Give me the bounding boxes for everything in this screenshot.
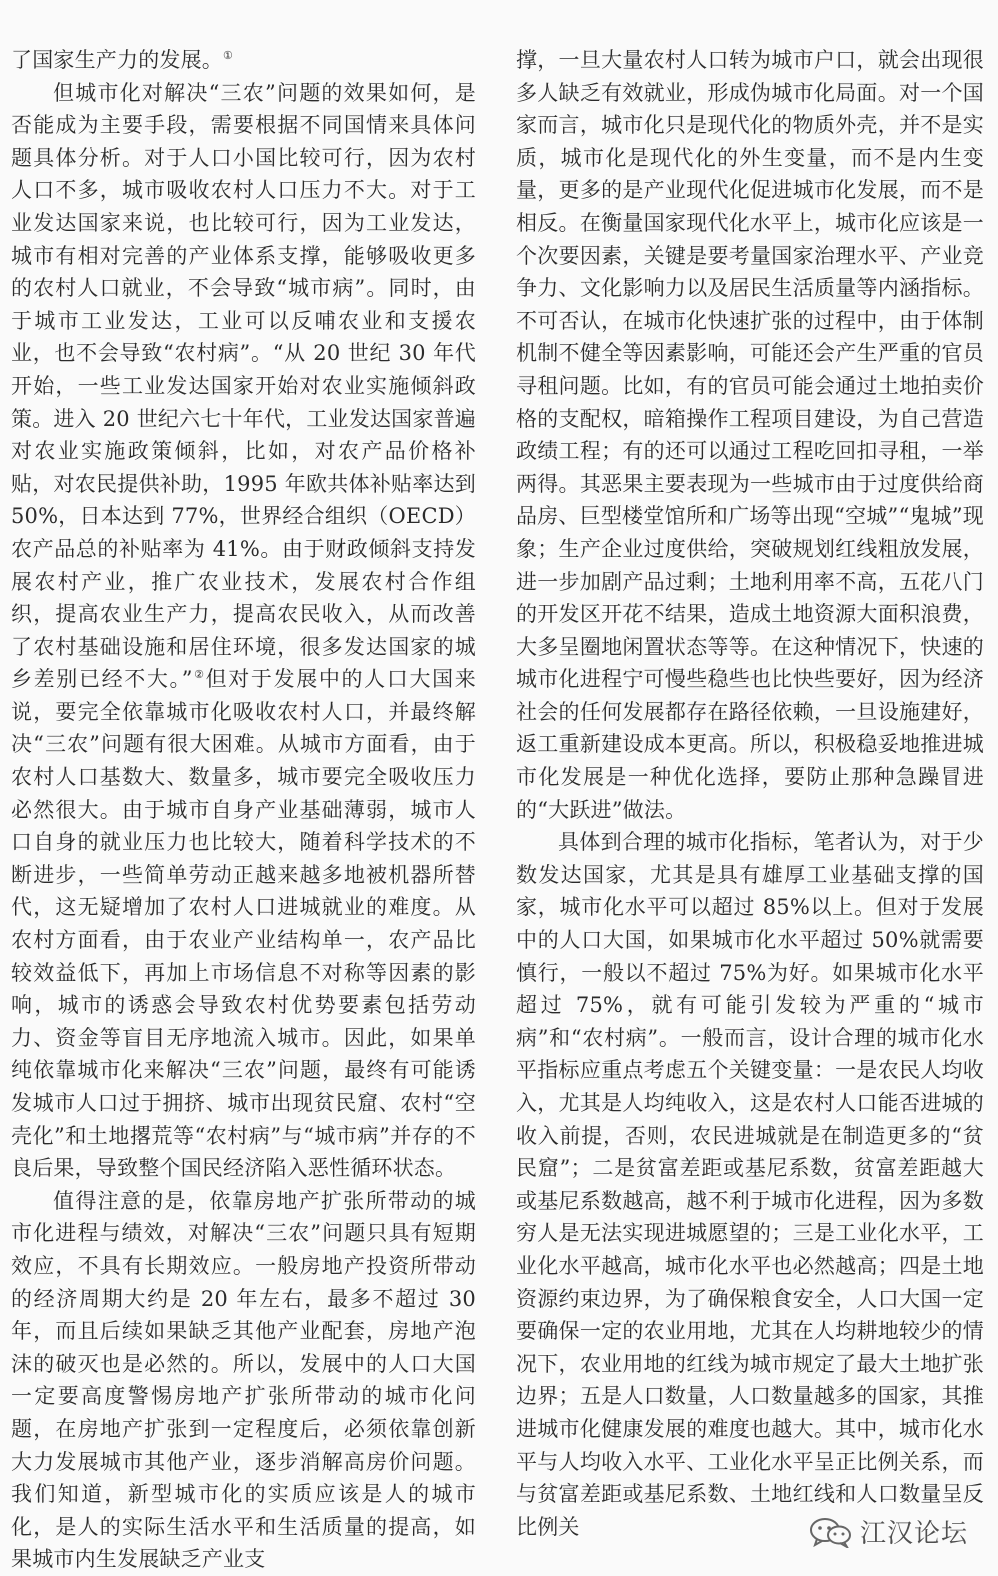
right-column [516,44,984,1543]
wechat-icon [808,1516,852,1548]
paragraph [11,77,476,1185]
watermark [808,1513,968,1550]
footnote-marker: ① [223,49,234,62]
paragraph-text: 但城市化对解决“三农”问题的效果如何，是否能成为主要手段，需要根据不同国情来具体问题具体分析。对于人口小国比较可行，因为农村人口不多，城市吸收农村人口压力不大。对于工业发达国家来说，也比较可行，因为工业发达，城市有相对完善的产业体系支撑，能够吸收更多的农村人口就业，不会导致“城市病”。同时，由于城市工业发达，工业可以反哺农业和支援农业，也不会导致“农村病”。“从 20 世纪 30 年代开始，一些工业发达国家开始对农业实施倾斜政策。进入 20 世纪六七十年代，工业发达国家普遍对农业实施政策倾斜，比如，对农产品价格补贴，对农民提供补助，1995 年欧共体补贴率达到 50%，日本达到 77%，世界经合组织（OECD）农产品总的补贴率为 41%。由于财政倾斜支持发展农村产业，推广农业技术，发展农村合作组织，提高农业生产力，提高农民收入，从而改善了农村基础设施和居住环境，很多发达国家的城乡差别已经不大。” [11,80,476,692]
watermark-label: 江汉论坛 [859,1519,968,1549]
paragraph: 值得注意的是，依靠房地产扩张所带动的城市化进程与绩效，对解决“三农”问题只具有短期效应，不具有长期效应。一般房地产投资所带动的经济周期大约是 20 年左右，最多不超过 30 年，而且后续如果缺乏其他产业配套，房地产泡沫的破灭也是必然的。所以，发展中的人口大国一定要高度警惕房地产扩张所带动的城市化问题，在房地产扩张到一定程度后，必须依靠创新大力发展城市其他产业，逐步消解高房价问题。我们知道，新型城市化的实质应该是人的城市化，是人的实际生活水平和生活质量的提高，如果城市内生发展缺乏产业支 [11,1188,476,1572]
paragraph: 撑，一旦大量农村人口转为城市户口，就会出现很多人缺乏有效就业，形成伪城市化局面。对一个国家而言，城市化只是现代化的物质外壳，并不是实质，城市化是现代化的外生变量，而不是内生变量，更多的是产业现代化促进城市化发展，而不是相反。在衡量国家现代化水平上，城市化应该是一个次要因素，关键是要考量国家治理水平、产业竞争力、文化影响力以及居民生活质量等内涵指标。不可否认，在城市化快速扩张的过程中，由于体制机制不健全等因素影响，可能还会产生严重的官员寻租问题。比如，有的官员可能会通过土地拍卖价格的支配权，暗箱操作工程项目建设，为自己营造政绩工程；有的还可以通过工程吃回扣寻租，一举两得。其恶果主要表现为一些城市由于过度供给商品房、巨型楼堂馆所和广场等出现“空城”“鬼城”现象；生产企业过度供给，突破规划红线粗放发展，进一步加剧产品过剩；土地利用率不高，五花八门的开发区开花不结果，造成土地资源大面积浪费，大多呈圈地闲置状态等等。在这种情况下，快速的城市化进程宁可慢些稳些也比快些要好，因为经济社会的任何发展都存在路径依赖，一旦设施建好，返工重新建设成本更高。所以，积极稳妥地推进城市化发展是一种优化选择，要防止那种急躁冒进的“大跃进”做法。 [516,48,984,822]
paragraph-text: 但对于发展中的人口大国来说，要完全依靠城市化吸收农村人口，并最终解决“三农”问题有很大困难。从城市方面看，由于农村人口基数大、数量多，城市要完全吸收压力必然很大。由于城市自身产业基础薄弱，城市人口自身的就业压力也比较大，随着科学技术的不断进步，一些简单劳动正越来越多地被机器所替代，这无疑增加了农村人口进城就业的难度。从农村方面看，由于农业产业结构单一，农产品比较效益低下，再加上市场信息不对称等因素的影响，城市的诱惑会导致农村优势要素包括劳动力、资金等盲目无序地流入城市。因此，如果单纯依靠城市化来解决“三农”问题，最终有可能诱发城市人口过于拥挤、城市出现贫民窟、农村“空壳化”和土地撂荒等“农村病”与“城市病”并存的不良后果，导致整个国民经济陷入恶性循环状态。 [11,667,476,1181]
paragraph-text: 了国家生产力的发展。 [11,48,223,72]
left-column [11,44,476,1576]
paragraph [11,44,476,77]
footnote-marker: ② [192,668,206,682]
paragraph: 具体到合理的城市化指标，笔者认为，对于少数发达国家，尤其是具有雄厚工业基础支撑的国家，城市化水平可以超过 85%以上。但对于发展中的人口大国，如果城市化水平超过 50%就需要慎行，一般以不超过 75%为好。如果城市化水平超过 75%，就有可能引发较为严重的“城市病”和“农村病”。一般而言，设计合理的城市化水平指标应重点考虑五个关键变量：一是农民人均收入，尤其是人均纯收入，这是农村人口能否进城的收入前提，否则，农民进城就是在制造更多的“贫民窟”；二是贫富差距或基尼系数，贫富差距越大或基尼系数越高，越不利于城市化进程，因为多数穷人是无法实现进城愿望的；三是工业化水平，工业化水平越高，城市化水平也必然越高；四是土地资源约束边界，为了确保粮食安全，人口大国一定要确保一定的农业用地，尤其在人均耕地较少的情况下，农业用地的红线为城市规定了最大土地扩张边界；五是人口数量，人口数量越多的国家，其推进城市化健康发展的难度也越大。其中，城市化水平与人均收入水平、工业化水平呈正比例关系，而与贫富差距或基尼系数、土地红线和人口数量呈反比例关 [516,830,984,1539]
